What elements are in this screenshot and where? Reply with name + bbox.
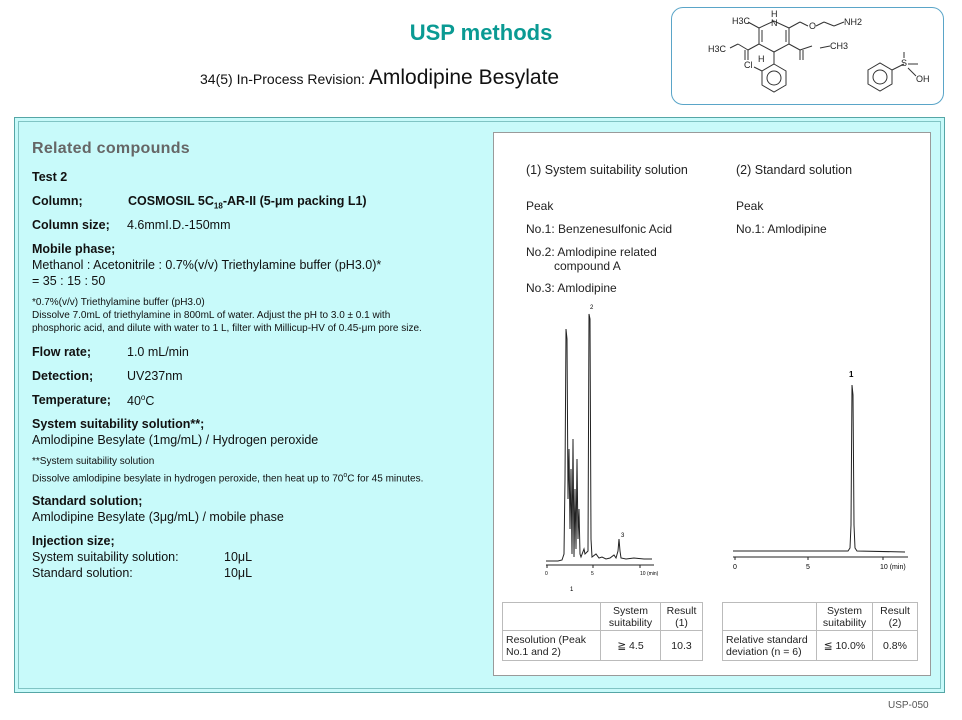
mobile-phase-line2: = 35 : 15 : 50 (32, 274, 106, 288)
results-right-row-label: Relative standard deviation (n = 6) (723, 631, 817, 661)
label-h3c-top: H3C (732, 16, 751, 26)
left-peak-2-cont: compound A (554, 259, 621, 273)
injection-ss-value: 10μL (224, 550, 253, 564)
flow-rate-value: 1.0 mL/min (127, 345, 189, 359)
right-chromatogram (730, 355, 916, 575)
ss-note-text-main: Dissolve amlodipine besylate in hydrogen peroxide, then heat up to 70 (32, 473, 344, 485)
column-value-rest: -AR-II (5-μm packing L1) (222, 194, 367, 208)
right-tick-0: 0 (733, 564, 737, 571)
column-value (128, 194, 367, 211)
label-nh2: NH2 (844, 17, 863, 27)
section-title: Related compounds (32, 140, 191, 157)
mobile-phase-label: Mobile phase; (32, 242, 116, 256)
left-peak-2: No.2: Amlodipine related (526, 245, 657, 259)
ss-note-text-end: C for 45 minutes. (347, 473, 424, 485)
right-tick-5: 5 (806, 564, 810, 571)
right-peak-label-1: 1 (849, 370, 854, 379)
std-solution-value: Amlodipine Besylate (3μg/mL) / mobile phase (32, 510, 284, 524)
ss-solution-label: System suitability solution**; (32, 417, 205, 431)
mobile-phase-line1: Methanol : Acetonitrile : 0.7%(v/v) Triethylamine buffer (pH3.0)* (32, 258, 382, 272)
left-peak-label-2: 2 (590, 305, 594, 311)
page-subtitle (200, 66, 660, 90)
label-h-amine: H (771, 9, 778, 19)
chromatogram-panel (493, 132, 931, 676)
temperature-unit: C (145, 394, 155, 409)
label-s: S (901, 58, 908, 68)
label-oh: OH (916, 74, 930, 84)
column-label: Column; (32, 194, 83, 208)
results-right-col2: Result (2) (873, 603, 918, 631)
left-peak-header: Peak (526, 199, 554, 213)
left-chromatogram (544, 299, 669, 593)
label-h: H (758, 54, 765, 64)
temperature-degree: o (140, 393, 146, 402)
chemical-structure-box (671, 7, 944, 105)
right-tick-10: 10 (min) (880, 564, 906, 571)
ss-note-title: **System suitability solution (32, 456, 155, 467)
results-table-right (722, 602, 918, 661)
slide-code: USP-050 (888, 700, 929, 711)
ss-solution-value: Amlodipine Besylate (1mg/mL) / Hydrogen peroxide (32, 433, 319, 447)
ss-note-text (32, 472, 423, 484)
results-left-col2: Result (1) (661, 603, 703, 631)
left-chromatogram-title: (1) System suitability solution (526, 163, 688, 177)
temperature-number: 40 (127, 394, 141, 409)
revision-label: 34(5) In-Process Revision: (200, 71, 369, 87)
label-cl: Cl (744, 60, 753, 70)
buffer-note-line2: phosphoric acid, and dilute with water to 1 L, filter with Millicup-HV of 0.45-μm pore size. (32, 323, 422, 334)
std-solution-label: Standard solution; (32, 494, 143, 508)
injection-label: Injection size; (32, 534, 115, 548)
results-right-corner (723, 603, 817, 631)
results-right-row-res: 0.8% (873, 631, 918, 661)
results-table-left (502, 602, 703, 661)
results-left-col1: System suitability (601, 603, 661, 631)
buffer-note-line1: Dissolve 7.0mL of triethylamine in 800mL of water. Adjust the pH to 3.0 ± 0.1 with (32, 310, 391, 321)
results-left-row-res: 10.3 (661, 631, 703, 661)
left-peak-label-3: 3 (621, 533, 625, 539)
column-value-main: COSMOSIL 5C (128, 194, 214, 208)
column-size-label: Column size; (32, 218, 110, 232)
results-right-row-req: ≦ 10.0% (817, 631, 873, 661)
detection-label: Detection; (32, 369, 94, 383)
right-peak-1: No.1: Amlodipine (736, 222, 827, 236)
chemical-structure-drawing (672, 8, 945, 106)
left-chromatogram-trace (546, 314, 652, 561)
right-chromatogram-trace (733, 385, 905, 552)
label-o-ether: O (809, 21, 817, 31)
page-title: USP methods (409, 20, 553, 45)
column-value-subscript: 18 (213, 201, 223, 211)
results-left-row-label: Resolution (Peak No.1 and 2) (503, 631, 601, 661)
left-tick-10: 10 (min) (640, 571, 659, 577)
buffer-note-title: *0.7%(v/v) Triethylamine buffer (pH3.0) (32, 297, 205, 308)
injection-std-label: Standard solution: (32, 566, 133, 580)
ss-note-degree: o (343, 472, 348, 479)
temperature-value (127, 393, 154, 408)
injection-ss-label: System suitability solution: (32, 550, 179, 564)
compound-name: Amlodipine Besylate (368, 66, 560, 89)
detection-value: UV237nm (127, 369, 183, 383)
test-label: Test 2 (32, 170, 68, 184)
right-peak-header: Peak (736, 199, 764, 213)
left-tick-5: 5 (591, 571, 594, 577)
injection-std-value: 10μL (224, 566, 253, 580)
label-h3c-ester: H3C (708, 44, 727, 54)
flow-rate-label: Flow rate; (32, 345, 92, 359)
label-ch3: CH3 (830, 41, 849, 51)
left-tick-0: 0 (545, 571, 548, 577)
left-peak-label-1: 1 (570, 587, 574, 593)
temperature-label: Temperature; (32, 393, 111, 407)
label-n-ring: N (771, 18, 778, 28)
results-left-corner (503, 603, 601, 631)
results-left-row-req: ≧ 4.5 (601, 631, 661, 661)
results-right-col1: System suitability (817, 603, 873, 631)
left-peak-3: No.3: Amlodipine (526, 281, 617, 295)
column-size-value: 4.6mmI.D.-150mm (127, 218, 231, 232)
right-chromatogram-title: (2) Standard solution (736, 163, 853, 177)
left-peak-1: No.1: Benzenesulfonic Acid (526, 222, 673, 236)
